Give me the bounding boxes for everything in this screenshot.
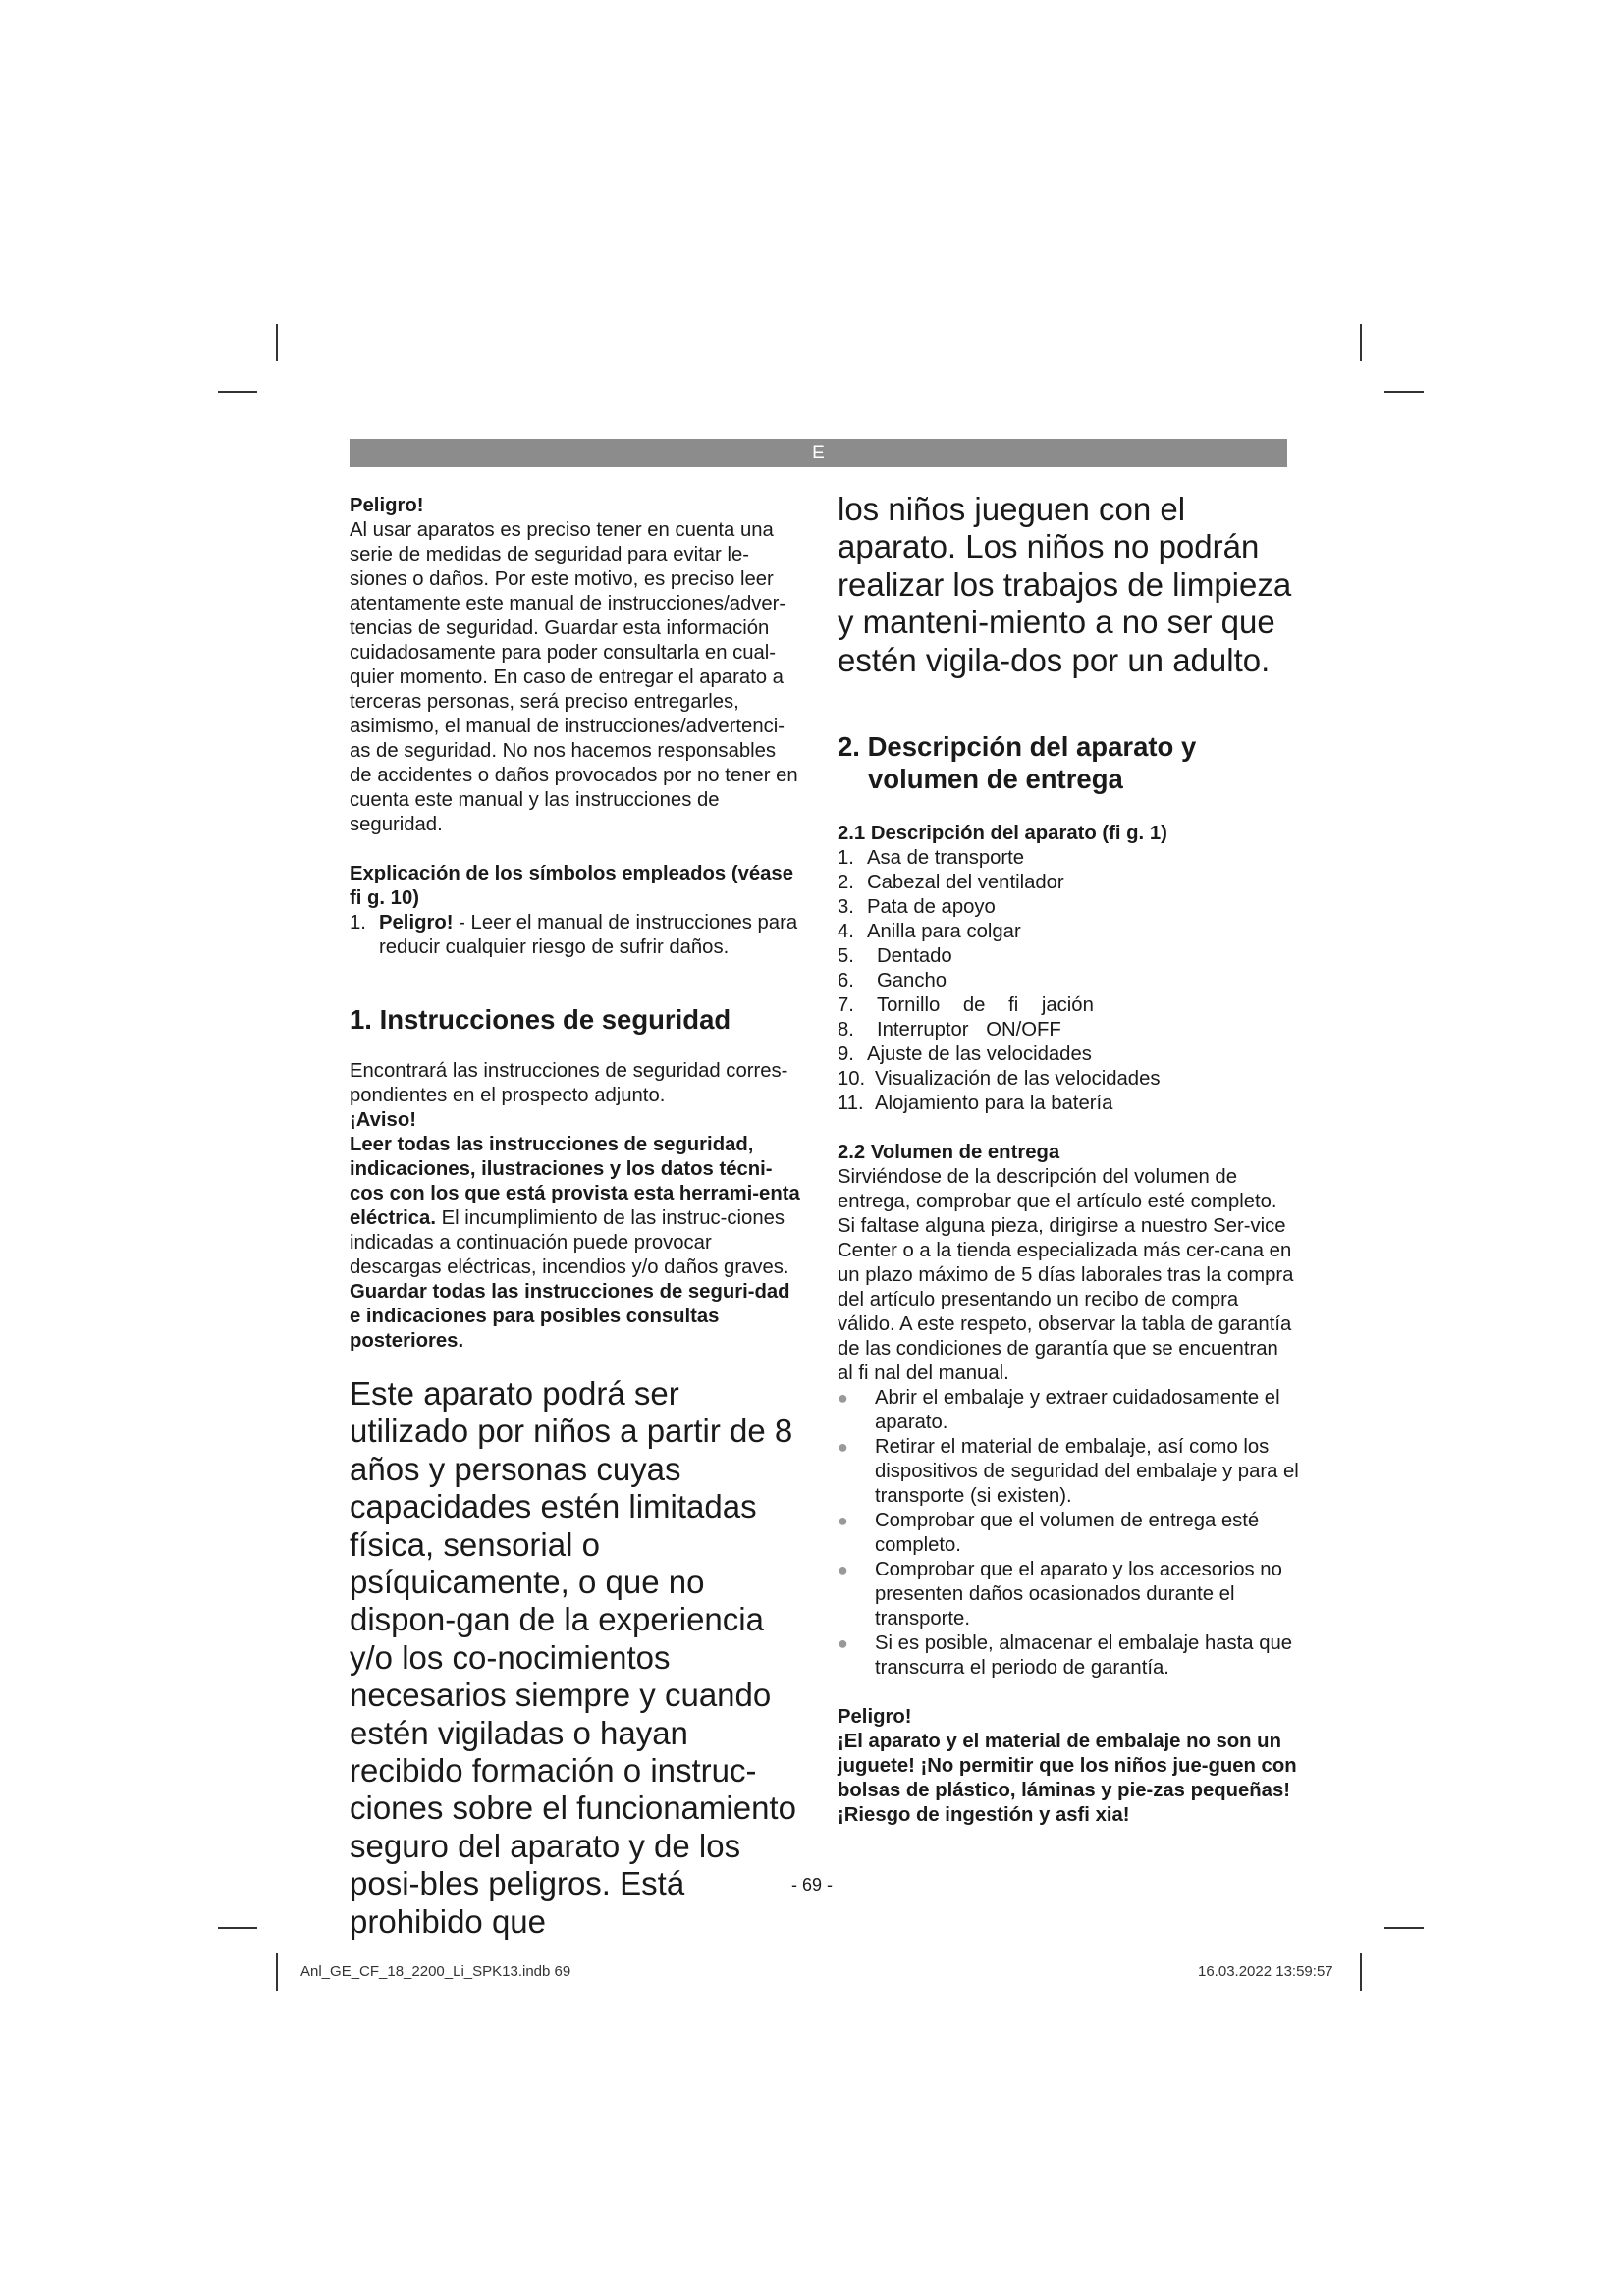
footer-file-name: Anl_GE_CF_18_2200_Li_SPK13.indb 69 [300, 1963, 571, 1980]
sub22-title: 2.2 Volumen de entrega [838, 1142, 1060, 1164]
list-item-number: 6. [838, 970, 854, 992]
left-column [350, 494, 801, 1941]
symbol-item-body [379, 911, 801, 960]
list-item [838, 993, 1299, 1018]
list-item-label: Anilla para colgar [867, 921, 1021, 943]
list-item-text: Comprobar que el volumen de entrega esté completo. [875, 1510, 1260, 1557]
warning-text: El incumplimiento de las instruc-ciones indicadas a continuación puede provocar descargas eléctricas, incendios y/o daños graves. [350, 1207, 789, 1278]
crop-mark-bottom-right-v [1360, 1953, 1362, 1991]
list-item [838, 969, 1299, 993]
list-item-text: Retirar el material de embalaje, así como los dispositivos de seguridad del embalaje y para el transporte (si existen). [875, 1436, 1299, 1508]
list-item [838, 1092, 1299, 1116]
page-number: - 69 - [790, 1875, 833, 1895]
list-item [838, 1558, 1299, 1631]
list-item-number: 3. [838, 896, 854, 919]
parts-list [838, 846, 1299, 1116]
list-item [838, 871, 1299, 895]
danger-title: Peligro! [350, 495, 424, 516]
crop-mark-top-right-v [1360, 324, 1362, 361]
list-item-number: 7. [838, 994, 854, 1017]
section-header-band [350, 439, 1287, 467]
crop-mark-top-right-h [1384, 391, 1424, 393]
list-item [838, 895, 1299, 920]
bullet-icon: ● [838, 1633, 848, 1654]
list-item-label: Dentado [877, 945, 952, 968]
sub22-text: Sirviéndose de la descripción del volumen de entrega, comprobar que el artículo esté completo. Si faltase alguna pieza, dirigirse a nuestro Ser-vice Center o a la tienda especializada más cer-cana en un plazo máximo de 5 días laborales tras la compra del artículo presentando un recibo de compra válido. A este respeto, observar la tabla de garantía de las condiciones de garantía que se encuentran al fi nal del manual. [838, 1166, 1294, 1385]
danger-title-2: Peligro! [838, 1706, 912, 1729]
list-item [838, 1018, 1299, 1042]
children-warning-text: Este aparato podrá ser utilizado por niños a partir de 8 años y personas cuyas capacidades estén limitadas física, sensorial o psíquicamente, o que no dispon-gan de la experiencia y/o los co-nocimientos necesarios siempre y cuando estén vigiladas o hayan recibido formación o instruc-ciones sobre el funcionamiento seguro del aparato y de los posi-bles peligros. Está prohibido que [350, 1375, 796, 1940]
list-item [838, 944, 1299, 969]
list-item-label: Visualización de las velocidades [875, 1068, 1161, 1091]
section1-title: 1. Instrucciones de seguridad [350, 1004, 731, 1035]
list-item-label: Cabezal del ventilador [867, 872, 1064, 894]
list-item-text: Abrir el embalaje y extraer cuidadosamente el aparato. [875, 1387, 1280, 1434]
list-item [838, 1067, 1299, 1092]
checklist [838, 1386, 1299, 1681]
bullet-icon: ● [838, 1437, 848, 1458]
warning-paragraph [350, 1133, 801, 1280]
symbols-title: Explicación de los símbolos empleados (véase fi g. 10) [350, 863, 793, 909]
section2-title-line1: 2. Descripción del aparato y [838, 731, 1197, 763]
symbol-item [350, 911, 801, 960]
list-item-label: Alojamiento para la batería [875, 1093, 1113, 1115]
list-item-number: 1. [838, 847, 854, 870]
warning-bold-1: Leer todas las instrucciones de seguridad, indicaciones, ilustraciones y los datos técni-cos con los que está provista esta herrami-enta eléctrica. [350, 1134, 800, 1229]
list-item-number: 8. [838, 1019, 854, 1041]
section2-title [838, 730, 1299, 795]
list-item-label: Asa de transporte [867, 847, 1025, 870]
bullet-icon: ● [838, 1388, 848, 1409]
section-letter: E [812, 443, 825, 463]
list-item-label: Ajuste de las velocidades [867, 1043, 1092, 1066]
list-item [838, 846, 1299, 871]
list-item-number: 2. [838, 872, 854, 894]
list-item-number: 9. [838, 1043, 854, 1066]
list-item-label: Tornillo de fi jación [877, 994, 1094, 1017]
warning-bold-2: Guardar todas las instrucciones de seguri-dad e indicaciones para posibles consultas posteriores. [350, 1281, 790, 1352]
list-item-label: Gancho [877, 970, 947, 992]
list-item-text: Comprobar que el aparato y los accesorios no presenten daños ocasionados durante el transporte. [875, 1559, 1282, 1630]
list-item-number: 10. [838, 1068, 866, 1091]
crop-mark-bottom-left-h [218, 1927, 257, 1929]
list-item [838, 1509, 1299, 1558]
warning-title: ¡Aviso! [350, 1109, 416, 1131]
footer-timestamp: 16.03.2022 13:59:57 [1198, 1963, 1333, 1980]
symbol-item-text: - Leer el manual de instrucciones para reducir cualquier riesgo de sufrir daños. [379, 912, 798, 958]
list-item [838, 920, 1299, 944]
crop-mark-top-left-h [218, 391, 257, 393]
crop-mark-bottom-left-v [276, 1953, 278, 1991]
crop-mark-top-left-v [276, 324, 278, 361]
danger-text: Al usar aparatos es preciso tener en cuenta una serie de medidas de seguridad para evitar le-siones o daños. Por este motivo, es preciso leer atentamente este manual de instrucciones/adver-tencias de seguridad. Guardar esta información cuidadosamente para poder consultarla en cual-quier momento. En caso de entregar el aparato a terceras personas, será preciso entregarles, asimismo, el manual de instrucciones/advertenci-as de seguridad. No nos hacemos responsables de accidentes o daños provocados por no tener en cuenta este manual y las instrucciones de seguridad. [350, 519, 798, 835]
children-warning-continued: los niños jueguen con el aparato. Los niños no podrán realizar los trabajos de limpieza y manteni-miento a no ser que estén vigila-dos por un adulto. [838, 491, 1292, 678]
list-item-text: Si es posible, almacenar el embalaje hasta que transcurra el periodo de garantía. [875, 1632, 1293, 1680]
list-item-number: 5. [838, 945, 854, 968]
list-item [838, 1435, 1299, 1509]
list-item-label: Pata de apoyo [867, 896, 996, 919]
list-item-number: 4. [838, 921, 854, 943]
bullet-icon: ● [838, 1511, 848, 1531]
list-item [838, 1042, 1299, 1067]
list-item-number: 11. [838, 1093, 864, 1115]
list-item [838, 1631, 1299, 1681]
danger-text-2: ¡El aparato y el material de embalaje no son un juguete! ¡No permitir que los niños jue-guen con bolsas de plástico, láminas y pie-zas pequeñas! ¡Riesgo de ingestión y asfi xia! [838, 1731, 1297, 1827]
list-item-label: Interruptor ON/OFF [877, 1019, 1061, 1041]
sub21-title: 2.1 Descripción del aparato (fi g. 1) [838, 823, 1167, 845]
symbol-item-number: 1. [350, 912, 366, 934]
bullet-icon: ● [838, 1560, 848, 1580]
symbol-item-bold: Peligro! [379, 912, 454, 934]
right-column [838, 491, 1299, 1828]
section1-text: Encontrará las instrucciones de seguridad corres-pondientes en el prospecto adjunto. [350, 1060, 788, 1106]
section2-title-line2: volumen de entrega [868, 764, 1123, 795]
crop-mark-bottom-right-h [1384, 1927, 1424, 1929]
list-item [838, 1386, 1299, 1435]
